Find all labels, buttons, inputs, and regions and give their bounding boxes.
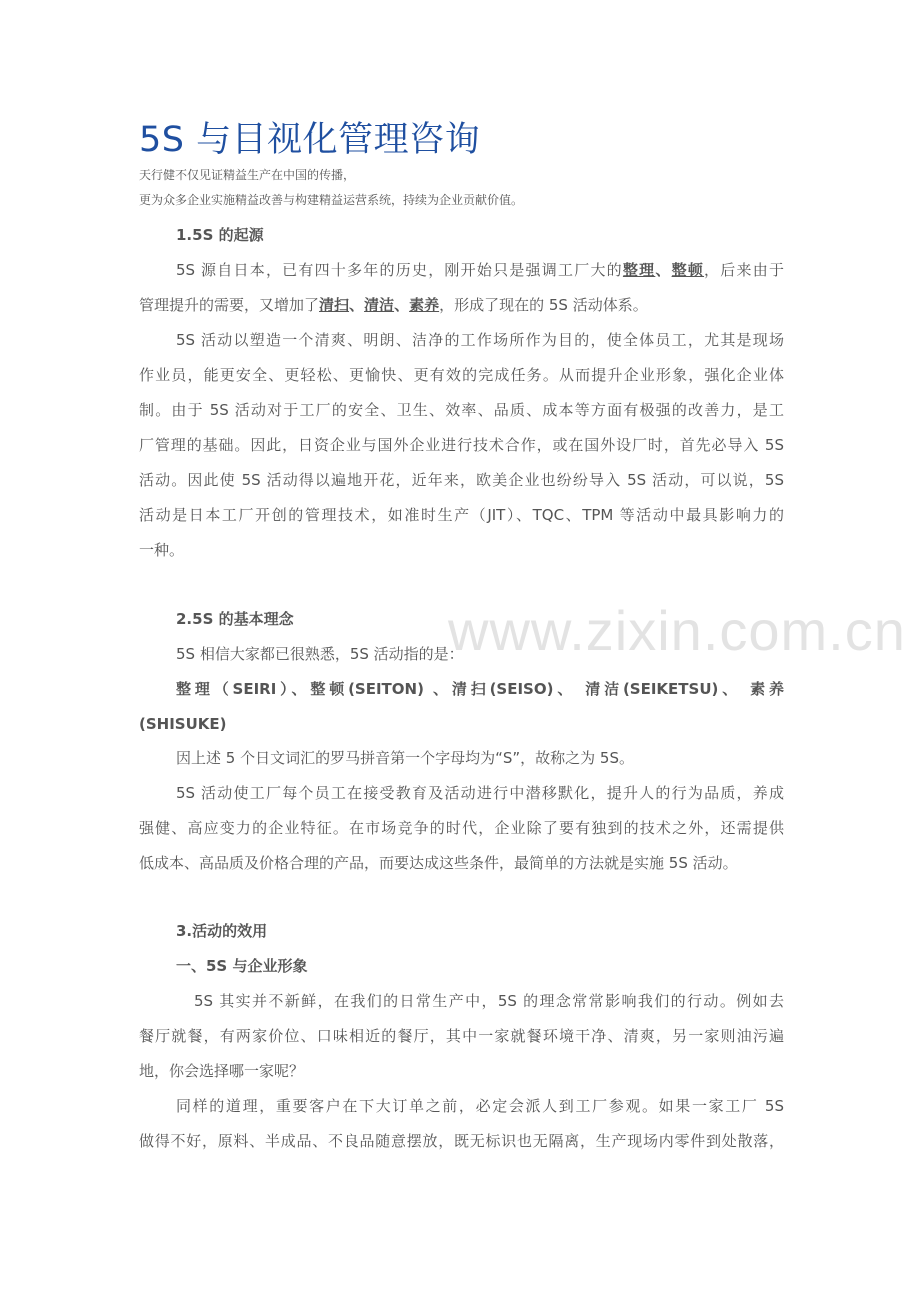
subtitle-line-1: 天行健不仅见证精益生产在中国的传播， <box>139 168 356 182</box>
text-run: 管理提升的需要，又增加了 <box>139 296 320 314</box>
paragraph-line: 餐厅就餐，有两家价位、口味相近的餐厅，其中一家就餐环境干净、清爽，另一家则油污遍 <box>139 1027 784 1045</box>
paragraph-line: 活动。因此使 5S 活动得以遍地开花，近年来，欧美企业也纷纷导入 5S 活动，可以说，5S <box>139 471 784 489</box>
paragraph-line: 低成本、高品质及价格合理的产品，而要达成这些条件，最简单的方法就是实施 5S 活动。 <box>139 854 738 872</box>
paragraph-line: 因上述 5 个日文词汇的罗马拼音第一个字母均为“S”，故称之为 5S。 <box>176 749 634 767</box>
separator: 、 <box>655 261 672 279</box>
terms-line: 整理（SEIRI）、整顿(SEITON) 、清扫(SEISO)、 清洁(SEIKETSU)、 素养 <box>176 680 784 698</box>
term-shitsuke: 素养 <box>409 296 440 314</box>
paragraph-line: 一种。 <box>139 541 185 559</box>
text-run: ，后来由于 <box>704 261 784 279</box>
subtitle-line-2: 更为众多企业实施精益改善与构建精益运营系统，持续为企业贡献价值。 <box>139 193 524 207</box>
paragraph-line: 地，你会选择哪一家呢？ <box>139 1062 305 1080</box>
paragraph-line: 同样的道理，重要客户在下大订单之前，必定会派人到工厂参观。如果一家工厂 5S <box>176 1097 784 1115</box>
watermark-text: www.zixin.com.cn <box>448 599 906 662</box>
term-seiketsu: 清洁 <box>364 296 395 314</box>
term-seiri: 整理 <box>622 261 656 279</box>
separator: 、 <box>394 296 410 314</box>
text-run: 5S 源自日本，已有四十多年的历史，刚开始只是强调工厂大的 <box>176 261 623 279</box>
section-heading-origin: 1.5S 的起源 <box>176 226 264 244</box>
term-seiso: 清扫 <box>319 296 350 314</box>
terms-line: (SHISUKE) <box>139 715 227 733</box>
paragraph-line: 5S 活动使工厂每个员工在接受教育及活动进行中潜移默化，提升人的行为品质，养成 <box>176 784 784 802</box>
paragraph-line: 强健、高应变力的企业特征。在市场竞争的时代，企业除了要有独到的技术之外，还需提供 <box>139 819 784 837</box>
subsection-heading-image: 一、5S 与企业形象 <box>176 957 308 975</box>
paragraph-line: 5S 活动以塑造一个清爽、明朗、洁净的工作场所作为目的，使全体员工，尤其是现场 <box>176 331 784 349</box>
paragraph-line: 做得不好，原料、半成品、不良品随意摆放，既无标识也无隔离，生产现场内零件到处散落， <box>139 1132 784 1150</box>
page-title: 5S 与目视化管理咨询 <box>139 120 481 160</box>
paragraph-line: 活动是日本工厂开创的管理技术，如准时生产（JIT）、TQC、TPM 等活动中最具影响力的 <box>139 506 784 524</box>
paragraph-line: 厂管理的基础。因此，日资企业与国外企业进行技术合作，或在国外设厂时，首先必导入 5S <box>139 436 784 454</box>
separator: 、 <box>349 296 365 314</box>
paragraph-line: 制。由于 5S 活动对于工厂的安全、卫生、效率、品质、成本等方面有极强的改善力，是工 <box>139 401 784 419</box>
term-seiton: 整顿 <box>671 261 705 279</box>
paragraph-line <box>139 288 784 323</box>
paragraph-line: 5S 相信大家都已很熟悉，5S 活动指的是： <box>176 645 464 663</box>
paragraph-line: 5S 其实并不新鲜，在我们的日常生产中，5S 的理念常常影响我们的行动。例如去 <box>194 992 784 1010</box>
section-heading-concept: 2.5S 的基本理念 <box>176 610 294 628</box>
section-heading-effect: 3.活动的效用 <box>176 922 268 940</box>
paragraph-line: 作业员，能更安全、更轻松、更愉快、更有效的完成任务。从而提升企业形象，强化企业体 <box>139 366 784 384</box>
text-run: ，形成了现在的 5S 活动体系。 <box>439 296 648 314</box>
paragraph-line <box>176 253 784 288</box>
